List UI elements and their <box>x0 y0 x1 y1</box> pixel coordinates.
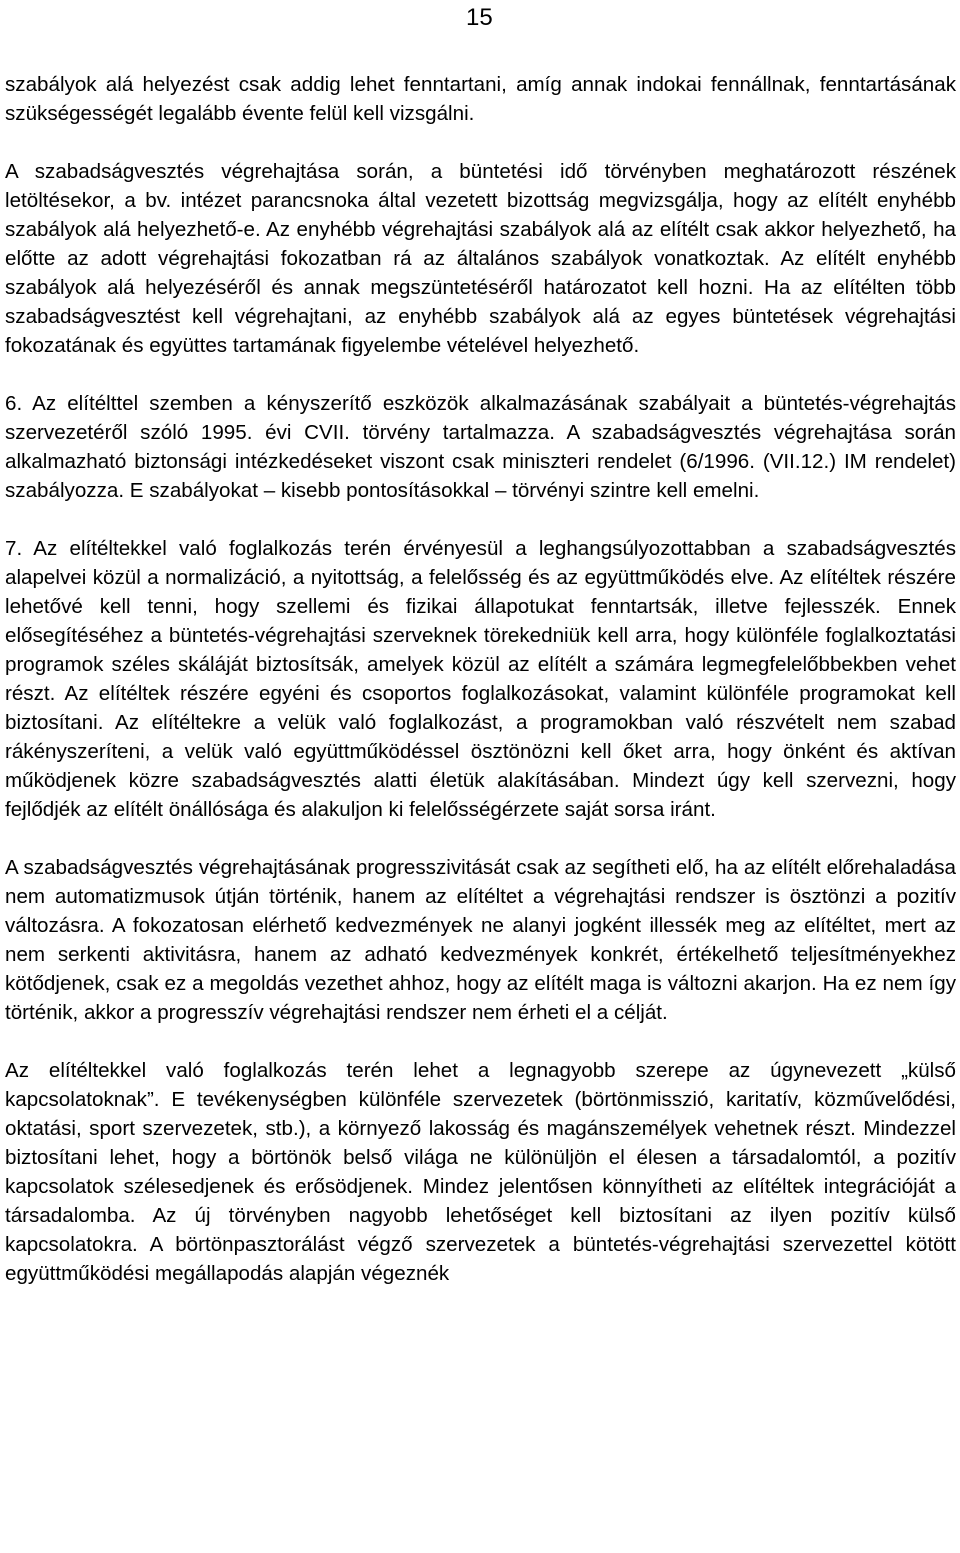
paragraph-1: szabályok alá helyezést csak addig lehet fenntartani, amíg annak indokai fennállnak, fenntartásának szükségességét legalább évente felül kell vizsgálni. <box>5 73 956 125</box>
document-body <box>5 70 956 1288</box>
paragraph-2: A szabadságvesztés végrehajtása során, a büntetési idő törvényben meghatározott részének letöltésekor, a bv. intézet parancsnoka által vezetett bizottság megvizsgálja, hogy az elítélt enyhébb szabályok alá helyezhető-e. Az enyhébb végrehajtási szabályok alá az elítélt csak akkor helyezhető, ha előtte az adott végrehajtási fokozatban rá az általános szabályok vonatkoztak. Az elítélt enyhébb szabályok alá helyezéséről és annak megszüntetéséről határozatot kell hozni. Ha az elítélten több szabadságvesztést kell végrehajtani, az enyhébb szabályok alá az egyes büntetések végrehajtási fokozatának és együttes tartamának figyelembe vételével helyezhető. <box>5 160 956 357</box>
paragraph-6: Az elítéltekkel való foglalkozás terén lehet a legnagyobb szerepe az úgynevezett „külső kapcsolatoknak”. E tevékenységben különféle szervezetek (börtönmisszió, karitatív, közművelődési, oktatási, sport szervezetek, stb.), a környező lakosság és magánszemélyek vehetnek részt. Mindezzel biztosítani lehet, hogy a börtönök belső világa ne különüljön el élesen a társadalomtól, a pozitív kapcsolatok szélesedjenek és erősödjenek. Mindez jelentősen könnyítheti az elítéltek integrációját a társadalomba. Az új törvényben nagyobb lehetőséget kell biztosítani az ilyen pozitív külső kapcsolatokra. A börtönpasztorálást végző szervezetek a büntetés-végrehajtási szervezettel kötött együttműködési megállapodás alapján végeznék <box>5 1059 956 1285</box>
page-number: 15 <box>466 4 493 31</box>
paragraph-4: 7. Az elítéltekkel való foglalkozás terén érvényesül a leghangsúlyozottabban a szabadságvesztés alapelvei közül a normalizáció, a nyitottság, a felelősség és az együttműködés elve. Az elítéltek részére lehetővé kell tenni, hogy szellemi és fizikai állapotukat fenntartsák, illetve fejlesszék. Ennek elősegítéséhez a büntetés-végrehajtási szerveknek törekedniük kell arra, hogy különféle foglalkoztatási programok széles skáláját biztosítsák, amelyek közül az elítélt a számára legmegfelelőbbekben vehet részt. Az elítéltek részére egyéni és csoportos foglalkozásokat, valamint különféle programokat kell biztosítani. Az elítéltekre a velük való foglalkozást, a programokban való részvételt nem szabad rákényszeríteni, a velük való együttműködéssel ösztönözni kell őket arra, hogy önként és aktívan működjenek közre szabadságvesztés alatti életük alakításában. Mindezt úgy kell szervezni, hogy fejlődjék az elítélt önállósága és alakuljon ki felelősségérzete saját sorsa iránt. <box>5 537 956 821</box>
paragraph-5: A szabadságvesztés végrehajtásának progresszivitását csak az segítheti elő, ha az elítélt előrehaladása nem automatizmusok útján történik, hanem az elítéltet a végrehajtási rendszer is ösztönzi a pozitív változásra. A fokozatosan elérhető kedvezmények ne alanyi jogként illessék meg az elítéltet, mert az nem serkenti aktivitásra, hanem az adható kedvezmények konkrét, értékelhető teljesítményekhez kötődjenek, csak ez a megoldás vezethet ahhoz, hogy az elítélt maga is változni akarjon. Ha ez nem így történik, akkor a progresszív végrehajtási rendszer nem érheti el a célját. <box>5 856 956 1024</box>
paragraph-3: 6. Az elítélttel szemben a kényszerítő eszközök alkalmazásának szabályait a büntetés-végrehajtás szervezetéről szóló 1995. évi CVII. törvény tartalmazza. A szabadságvesztés végrehajtása során alkalmazható biztonsági intézkedéseket viszont csak miniszteri rendelet (6/1996. (VII.12.) IM rendelet) szabályozza. E szabályokat – kisebb pontosításokkal – törvényi szintre kell emelni. <box>5 392 956 502</box>
